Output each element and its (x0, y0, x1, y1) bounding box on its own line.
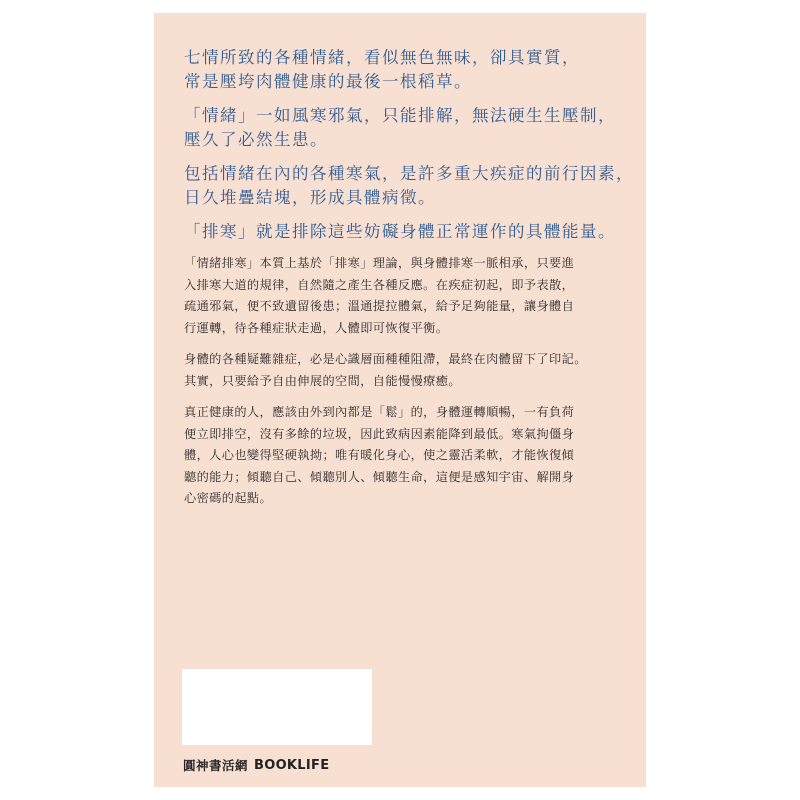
body-line: 聽的能力；傾聽自己、傾聽別人、傾聽生命，這便是感知宇宙、解開身 (184, 469, 575, 484)
book-back-cover (154, 13, 646, 787)
publisher-logo (183, 756, 329, 774)
highlight-quote (184, 46, 634, 244)
body-line: 便立即排空，沒有多餘的垃圾，因此致病因素能降到最低。寒氣拘僵身 (184, 426, 575, 441)
body-line: 身體的各種疑難雜症，必是心識層面種種阻滯，最終在肉體留下了印記。 (184, 352, 587, 366)
quote-line: 七情所致的各種情緒，看似無色無味，卻具實質， (184, 48, 580, 67)
quote-line: 包括情緒在內的各種寒氣，是許多重大疾症的前行因素， (184, 164, 634, 183)
paragraph (184, 349, 624, 392)
body-line: 真正健康的人，應該由外到內都是「鬆」的，身體運轉順暢，一有負荷 (184, 405, 575, 419)
body-line: 疏通邪氣，便不致遺留後患；溫通提拉體氣，給予足夠能量，讓身體自 (184, 299, 575, 313)
body-line: 體，人心也變得堅硬執拗；唯有暖化身心，使之靈活柔軟，才能恢復傾 (184, 448, 575, 462)
paragraph (184, 253, 624, 339)
barcode-area (182, 669, 372, 745)
quote-line: 壓久了必然生患。 (184, 130, 328, 149)
quote-line: 日久堆疊結塊，形成具體病徵。 (184, 188, 436, 207)
quote-line: 「排寒」就是排除這些妨礙身體正常運作的具體能量。 (184, 222, 616, 241)
body-line: 心密碼的起點。 (184, 491, 273, 505)
publisher-name-english: BOOKLIFE (254, 757, 330, 773)
publisher-name-chinese: 圓神書活網 (183, 758, 249, 773)
quote-line: 常是壓垮肉體健康的最後一根稻草。 (184, 72, 472, 91)
quote-line: 「情緒」一如風寒邪氣，只能排解，無法硬生生壓制， (184, 106, 616, 125)
body-line: 其實，只要給予自由伸展的空間，自能慢慢療癒。 (184, 373, 461, 388)
paragraph (184, 402, 624, 510)
body-line: 行運轉，待各種症狀走過，人體即可恢復平衡。 (184, 320, 449, 335)
body-line: 「情緒排寒」本質上基於「排寒」理論，與身體排寒一脈相承，只要進 (184, 256, 575, 270)
body-line: 入排寒大道的規律，自然隨之產生各種反應。在疾症初起，即予表散， (184, 277, 575, 292)
body-text (184, 253, 624, 510)
